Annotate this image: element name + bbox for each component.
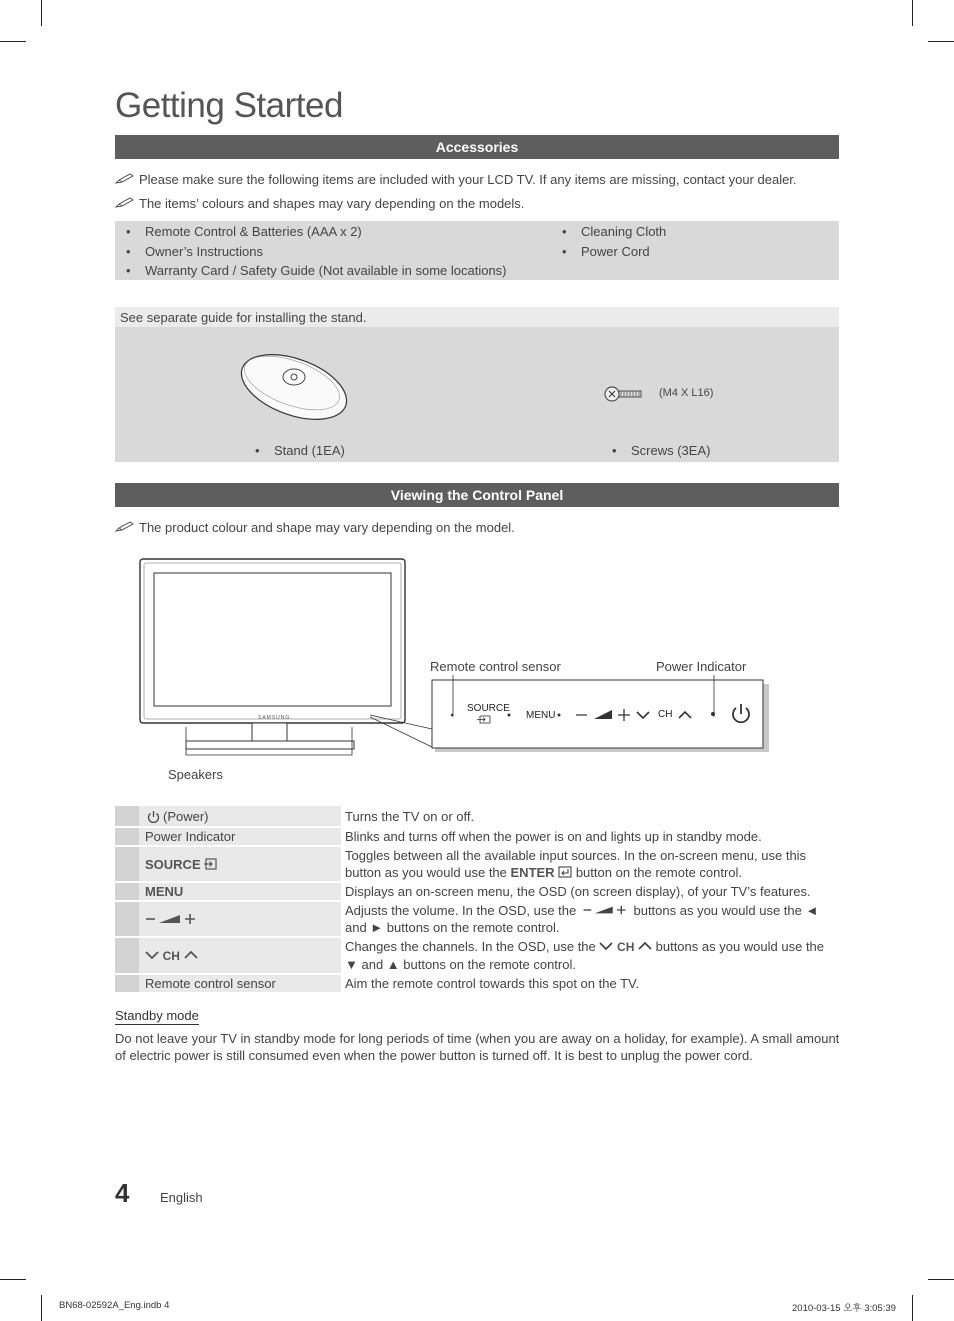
note-text: The items’ colours and shapes may vary depending on the models. (139, 196, 525, 211)
note-pencil-icon (115, 521, 135, 533)
enter-icon (558, 866, 572, 878)
tv-brand-logo: SAMSUNG (258, 715, 291, 721)
list-item: • Warranty Card / Safety Guide (Not available in some locations) (145, 263, 507, 278)
list-item: • Power Cord (581, 244, 650, 259)
label-remote-sensor: Remote control sensor (430, 659, 561, 674)
note-1 (115, 172, 797, 187)
row-desc: Adjusts the volume. In the OSD, use the (345, 903, 577, 918)
row-key: (Power) (163, 808, 209, 824)
label-power-indicator: Power Indicator (656, 659, 747, 674)
row-key: Remote control sensor (139, 975, 341, 992)
row-desc: Aim the remote control towards this spot on the TV. (345, 976, 640, 991)
list-item: • Owner’s Instructions (145, 244, 263, 259)
page-number: 4 (115, 1178, 130, 1208)
row-desc-bold: CH (617, 940, 635, 954)
row-desc: Turns the TV on or off. (345, 808, 475, 824)
footer-timestamp: 2010-03-15 오후 3:05:39 (792, 1303, 896, 1314)
note-pencil-icon (115, 173, 135, 185)
crop-mark (928, 1279, 954, 1280)
note-2 (115, 196, 524, 211)
stand-label: • Stand (1EA) (274, 443, 345, 458)
stand-box (115, 307, 839, 462)
chevron-down-icon (599, 941, 613, 951)
table-row (115, 975, 839, 992)
crop-mark (928, 41, 954, 42)
page-title: Getting Started (115, 86, 343, 125)
table-row (115, 883, 839, 900)
control-panel-heading: Viewing the Control Panel (115, 483, 839, 507)
panel-source-label: SOURCE (467, 703, 510, 714)
standby-text: Do not leave your TV in standby mode for long periods of time (when you are away on a holiday, for example). A small amount of electric power is still consumed even when the power button is turned off. It is best to unplug the power cord. (115, 1031, 840, 1063)
power-icon (147, 810, 160, 823)
chevron-down-icon (145, 950, 159, 960)
row-desc: Displays an on-screen menu, the OSD (on screen display), of your TV’s features. (345, 884, 811, 899)
row-key: CH (162, 949, 180, 963)
control-panel-table (115, 804, 839, 994)
stand-illustration (237, 349, 352, 421)
source-input-icon (203, 858, 217, 870)
crop-mark (0, 1279, 26, 1280)
list-item: • Remote Control & Batteries (AAA x 2) (145, 224, 362, 239)
list-item: • Cleaning Cloth (581, 224, 666, 239)
crop-mark (0, 41, 26, 42)
row-desc: Toggles between all the available input sources. In the on-screen menu, use this button as you would use the (345, 848, 807, 880)
table-row (115, 828, 839, 845)
panel-ch-label: CH (658, 709, 673, 720)
row-desc: button on the remote control. (575, 865, 743, 880)
accessories-list-box (115, 221, 839, 280)
accessories-heading: Accessories (115, 135, 839, 159)
table-row (115, 806, 839, 826)
row-key: MENU (145, 884, 184, 899)
crop-mark (912, 1295, 913, 1321)
chevron-up-icon (638, 941, 652, 951)
panel-menu-label: MENU (526, 710, 556, 721)
row-desc-bold: ENTER (510, 865, 555, 880)
note-3 (115, 520, 515, 535)
volume-icon (580, 904, 630, 916)
note-text: The product colour and shape may vary depending on the model. (139, 520, 515, 535)
screw-illustration (603, 383, 645, 405)
page-language: English (160, 1190, 203, 1205)
footer-file: BN68-02592A_Eng.indb 4 (59, 1300, 170, 1311)
standby-heading: Standby mode (115, 1008, 199, 1023)
stand-guide-text: See separate guide for installing the stand. (120, 310, 367, 325)
table-row (115, 847, 839, 881)
label-speakers: Speakers (168, 767, 223, 782)
row-key: Power Indicator (139, 828, 341, 845)
note-text: Please make sure the following items are included with your LCD TV. If any items are missing, contact your dealer. (139, 172, 797, 187)
row-desc: buttons as you would use the ▼ and ▲ buttons on the remote control. (345, 939, 825, 972)
row-desc: buttons as you would use the ◄ and ► buttons on the remote control. (345, 903, 819, 935)
crop-mark (912, 0, 913, 26)
volume-icon (145, 912, 197, 926)
screws-label: • Screws (3EA) (631, 443, 710, 458)
row-desc: Changes the channels. In the OSD, use the (345, 939, 596, 954)
chevron-up-icon (184, 950, 198, 960)
table-row (115, 902, 839, 936)
screw-spec: (M4 X L16) (659, 387, 714, 399)
row-key: SOURCE (145, 856, 201, 872)
crop-mark (41, 1295, 42, 1321)
crop-mark (41, 0, 42, 26)
row-desc: Blinks and turns off when the power is on and lights up in standby mode. (345, 829, 762, 844)
table-row (115, 938, 839, 973)
note-pencil-icon (115, 197, 135, 209)
